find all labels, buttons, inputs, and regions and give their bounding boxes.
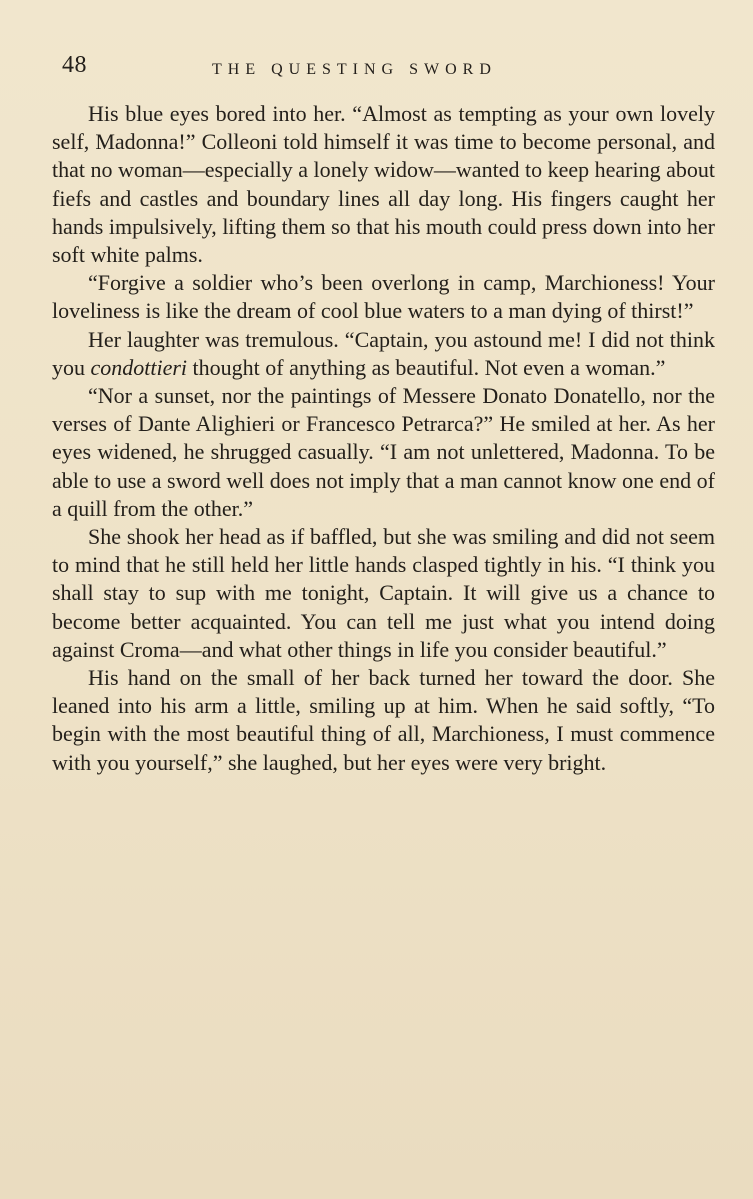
- body-text: [52, 100, 715, 777]
- paragraph: “Forgive a soldier who’s been overlong in camp, Marchioness! Your loveliness is like the dream of cool blue waters to a man dying of thirst!”: [52, 270, 715, 324]
- page-number: 48: [62, 52, 87, 78]
- running-head: THE QUESTING SWORD: [212, 61, 497, 78]
- paragraph: His hand on the small of her back turned her toward the door. She leaned into his arm a little, smiling up at him. When he said softly, “To begin with the most beautiful thing of all, Marchioness, I must commence with you yourself,” she laughed, but her eyes were very bright.: [52, 665, 715, 775]
- paragraph-text: thought of anything as beautiful. Not even a woman.”: [187, 354, 666, 380]
- italic-word: condottieri: [90, 354, 188, 380]
- paragraph: [52, 326, 715, 382]
- paragraph: His blue eyes bored into her. “Almost as tempting as your own lovely self, Madonna!” Colleoni told himself it was time to become personal, and that no woman—especially a lonely widow—wanted to keep hearing about fiefs and castles and boundary lines all day long. His fingers caught her hands impulsively, lifting them so that his mouth could press down into her soft white palms.: [52, 101, 715, 268]
- page-header: [62, 52, 714, 88]
- paragraph: She shook her head as if baffled, but she was smiling and did not seem to mind that he still held her little hands clasped tightly in his. “I think you shall stay to sup with me tonight, Captain. It will give us a chance to become better acquainted. You can tell me just what you intend doing against Croma—and what other things in life you consider beautiful.”: [52, 524, 715, 662]
- paragraph: “Nor a sunset, nor the paintings of Messere Donato Donatello, nor the verses of Dante Alighieri or Francesco Petrarca?” He smiled at her. As her eyes widened, he shrugged casually. “I am not unlettered, Madonna. To be able to use a sword well does not imply that a man cannot know one end of a quill from the other.”: [52, 383, 715, 521]
- paragraph-text: Her laughter was tremulous. “Captain, you astound me! I did not think you: [52, 326, 715, 380]
